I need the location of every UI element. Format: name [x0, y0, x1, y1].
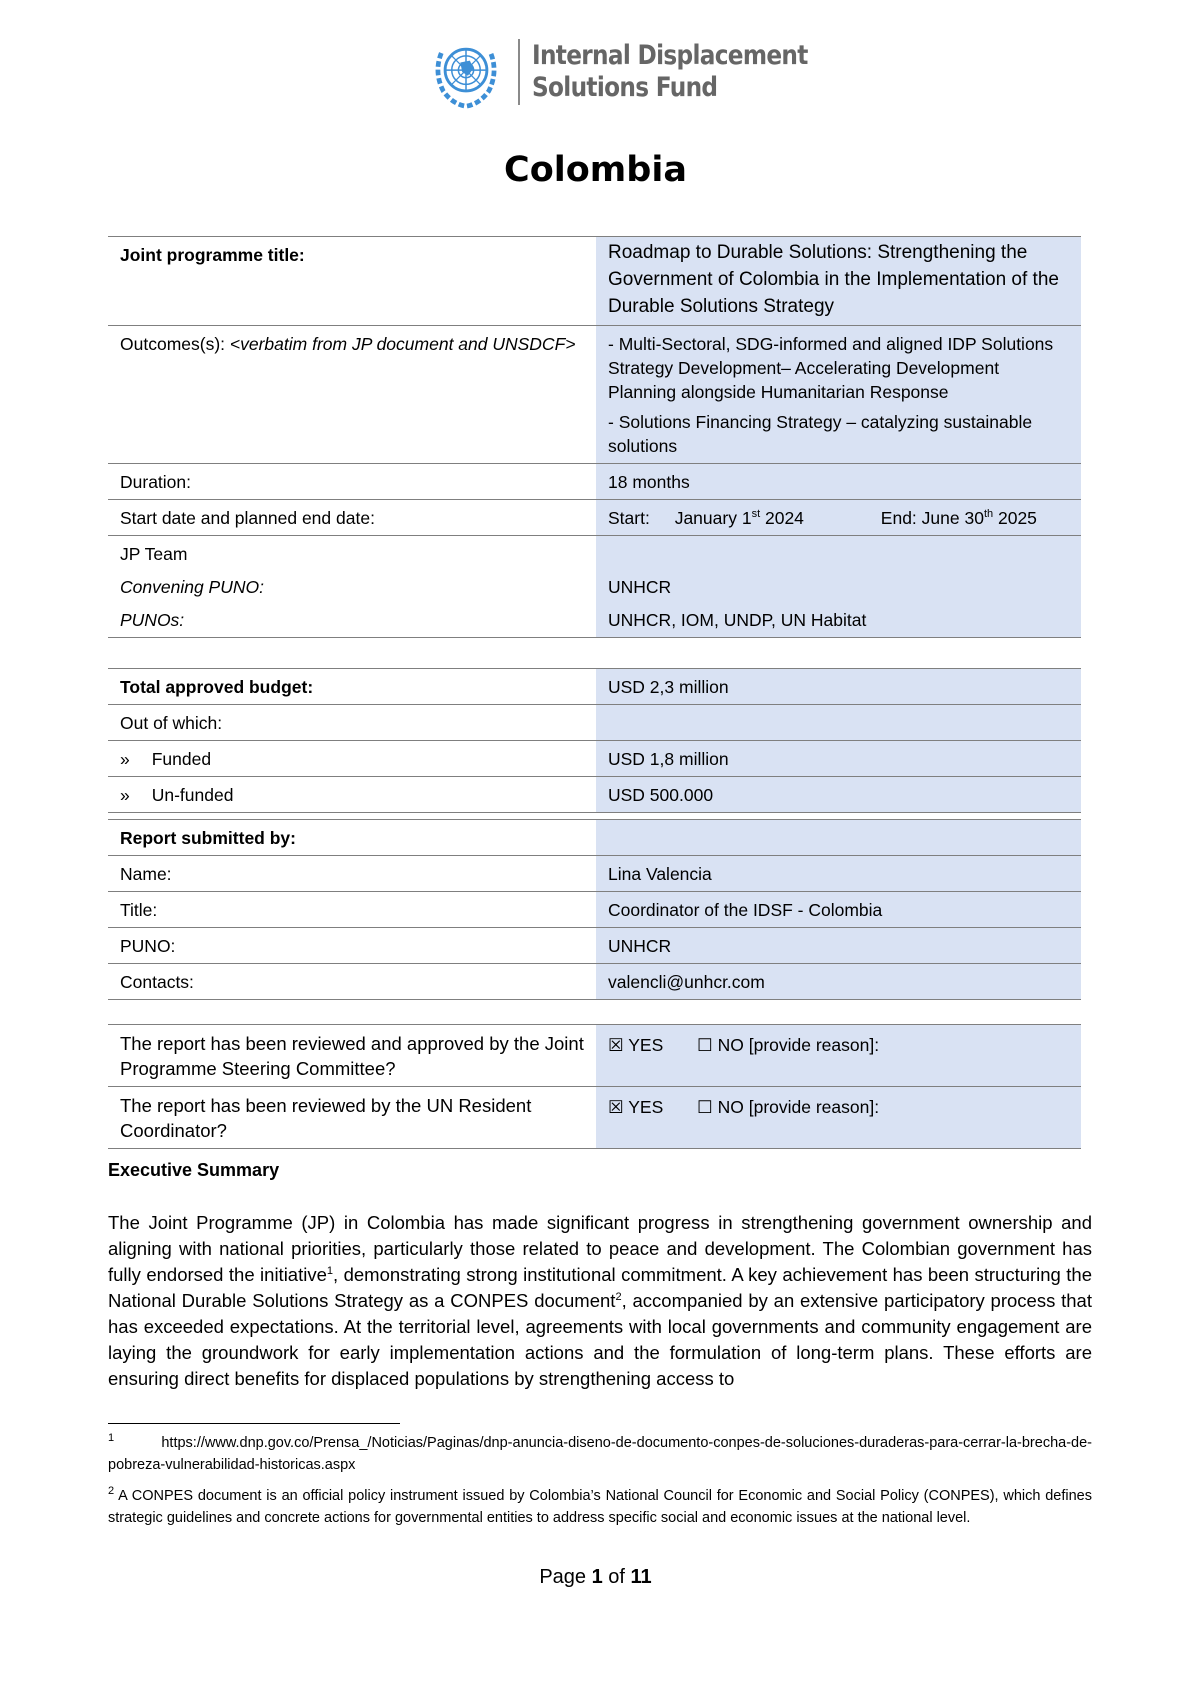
convening-label: Convening PUNO: — [120, 577, 264, 597]
out-of-which-value — [596, 705, 1081, 741]
submitted-table — [108, 819, 1081, 1000]
review-question-1: The report has been reviewed and approved by the Joint Programme Steering Committee? — [108, 1025, 596, 1087]
un-emblem-icon — [428, 34, 504, 110]
table-row — [108, 464, 1081, 500]
contacts-label: Contacts: — [108, 964, 596, 1000]
yes-label: YES — [628, 1097, 664, 1117]
table-row — [108, 1025, 1081, 1087]
review-table — [108, 1024, 1081, 1149]
footnote-2-number: 2 — [108, 1485, 115, 1498]
end-label: End: June 30 — [880, 508, 984, 528]
no-label: NO [provide reason]: — [717, 1035, 880, 1055]
total-pages: 11 — [630, 1566, 652, 1588]
yes-checkbox-icon[interactable]: ☒ — [608, 1035, 624, 1055]
footnote-separator — [108, 1423, 400, 1424]
unfunded-value: USD 500.000 — [596, 777, 1081, 813]
funded-text: Funded — [151, 749, 212, 769]
review-answer-1 — [596, 1025, 1081, 1087]
dates-label: Start date and planned end date: — [108, 500, 596, 536]
page-number — [0, 1566, 1191, 1589]
unfunded-label — [108, 777, 596, 813]
review-question-2: The report has been reviewed by the UN Resident Coordinator? — [108, 1087, 596, 1149]
table-row — [108, 856, 1081, 892]
footnote-1-link[interactable]: https://www.dnp.gov.co/Prensa_/Noticias/Paginas/dnp-anuncia-diseno-de-documento-conpes-de-soluciones-duraderas-para-cerrar-la-brecha-de-pobreza-vulnerabilidad-historicas.aspx — [108, 1435, 1092, 1473]
start-label: Start: — [608, 508, 650, 528]
outcomes-label-italic: <verbatim from JP document and UNSDCF> — [229, 334, 576, 354]
outcomes-label — [108, 326, 596, 464]
footnote-1 — [108, 1432, 1092, 1476]
executive-summary-heading: Executive Summary — [108, 1160, 280, 1180]
logo-line-1: Internal Displacement — [532, 40, 808, 71]
summary-part-3: , accompanied by an extensive participatory process that has exceeded expectations. At the territorial level, agreements with local governments and community engagement are laying the groundwork for early implementation actions and the formulation of long-term plans. These efforts are ensuring direct benefits for displaced populations by strengthening access to — [108, 1290, 1092, 1389]
contacts-value: valencli@unhcr.com — [596, 964, 1081, 1000]
yes-label: YES — [628, 1035, 664, 1055]
review-answer-2 — [596, 1087, 1081, 1149]
no-checkbox-icon[interactable]: ☐ — [697, 1035, 713, 1055]
summary-part-2: , demonstrating strong institutional commitment. A key achievement has been structuring the National Durable Solutions Strategy as a CONPES document — [108, 1264, 1092, 1311]
submitted-heading: Report submitted by: — [108, 820, 596, 856]
page-title: Colombia — [504, 150, 687, 190]
table-row — [108, 892, 1081, 928]
summary-part-1: The Joint Programme (JP) in Colombia has made significant progress in strengthening government ownership and aligning with national priorities, particularly those related to peace and development. The Colombian government has fully endorsed the initiative — [108, 1212, 1092, 1285]
duration-label: Duration: — [108, 464, 596, 500]
table-row — [108, 536, 1081, 638]
submitted-heading-value — [596, 820, 1081, 856]
of-word: of — [602, 1566, 631, 1588]
table-row — [108, 500, 1081, 536]
programme-title-value: Roadmap to Durable Solutions: Strengthening the Government of Colombia in the Implementation of the Durable Solutions Strategy — [596, 237, 1081, 326]
outcome-2: - Solutions Financing Strategy – catalyzing sustainable solutions — [608, 412, 1033, 456]
no-checkbox-icon[interactable]: ☐ — [697, 1097, 713, 1117]
name-label: Name: — [108, 856, 596, 892]
punos-value: UNHCR, IOM, UNDP, UN Habitat — [608, 610, 867, 630]
current-page: 1 — [591, 1566, 603, 1588]
puno-value: UNHCR — [596, 928, 1081, 964]
executive-summary-paragraph — [108, 1210, 1092, 1392]
outcome-1: - Multi-Sectoral, SDG-informed and aligned IDP Solutions Strategy Development– Accelerating Development Planning alongside Humanitarian Response — [608, 334, 1054, 402]
table-row — [108, 1087, 1081, 1149]
end-sup: th — [983, 508, 994, 521]
table-row — [108, 928, 1081, 964]
start-value: January 1 — [674, 508, 752, 528]
table-row — [108, 964, 1081, 1000]
unfunded-text: Un-funded — [151, 785, 234, 805]
outcomes-label-text: Outcomes(s): — [120, 334, 230, 354]
out-of-which-label: Out of which: — [108, 705, 596, 741]
funded-value: USD 1,8 million — [596, 741, 1081, 777]
no-label: NO [provide reason]: — [717, 1097, 880, 1117]
footnote-2 — [108, 1485, 1092, 1529]
outcomes-value — [596, 326, 1081, 464]
yes-checkbox-icon[interactable]: ☒ — [608, 1097, 624, 1117]
start-year: 2024 — [760, 508, 804, 528]
idsf-logo — [428, 34, 853, 110]
funded-bullet: » — [120, 749, 130, 769]
title-value: Coordinator of the IDSF - Colombia — [596, 892, 1081, 928]
table-row — [108, 777, 1081, 813]
unfunded-bullet: » — [120, 785, 130, 805]
table-row — [108, 237, 1081, 326]
table-row — [108, 669, 1081, 705]
punos-label: PUNOs: — [120, 610, 185, 630]
logo-divider — [518, 39, 520, 105]
name-value: Lina Valencia — [596, 856, 1081, 892]
total-budget-value: USD 2,3 million — [596, 669, 1081, 705]
total-budget-label: Total approved budget: — [108, 669, 596, 705]
table-row — [108, 705, 1081, 741]
programme-table — [108, 236, 1081, 638]
table-row — [108, 820, 1081, 856]
footnote-2-text: A CONPES document is an official policy instrument issued by Colombia’s National Council for Economic and Social Policy (CONPES), which defines strategic guidelines and concrete actions for governmental entities to address specific social and economic issues at the national level. — [108, 1488, 1092, 1526]
table-row — [108, 326, 1081, 464]
dates-value — [596, 500, 1081, 536]
convening-value: UNHCR — [608, 577, 672, 597]
start-sup: st — [751, 508, 761, 521]
programme-title-label: Joint programme title: — [108, 237, 596, 326]
jp-team-value — [596, 536, 1081, 638]
jp-team-label: JP Team — [120, 544, 188, 564]
footnote-ref-2[interactable]: 2 — [615, 1290, 622, 1303]
end-year: 2025 — [993, 508, 1037, 528]
funded-label — [108, 741, 596, 777]
footnote-1-number: 1 — [108, 1432, 115, 1445]
logo-line-2: Solutions Fund — [532, 72, 718, 103]
jp-team-cell — [108, 536, 596, 638]
page-word: Page — [539, 1566, 592, 1588]
budget-table — [108, 668, 1081, 813]
duration-value: 18 months — [596, 464, 1081, 500]
puno-label: PUNO: — [108, 928, 596, 964]
footnote-ref-1[interactable]: 1 — [326, 1264, 334, 1277]
title-label: Title: — [108, 892, 596, 928]
table-row — [108, 741, 1081, 777]
logo-text — [532, 40, 808, 104]
